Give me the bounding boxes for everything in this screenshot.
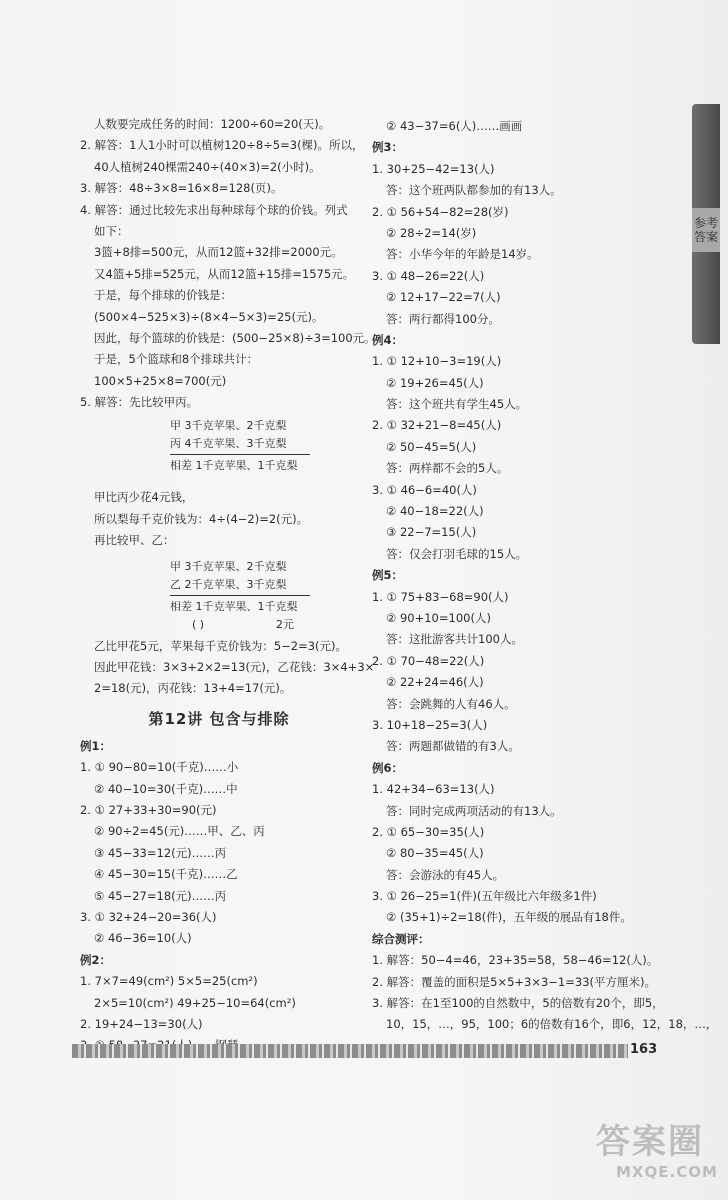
text-line: 答：会跳舞的人有46人。 xyxy=(386,696,516,711)
text-line: 3. ① 46−6=40(人) xyxy=(372,482,477,497)
text-line: 答：会游泳的有45人。 xyxy=(386,867,505,882)
text-line: 于是，每个排球的价钱是： xyxy=(94,288,232,303)
example-heading: 例3： xyxy=(372,140,404,155)
text-line: ② 90÷2=45(元)……甲、乙、丙 xyxy=(94,824,265,839)
text-line: 答：小华今年的年龄是14岁。 xyxy=(386,247,539,262)
text-line: 1. ① 75+83−68=90(人) xyxy=(372,589,509,604)
footer-chevron-bar xyxy=(72,1044,628,1058)
comparison-divider xyxy=(170,454,310,455)
section-title: 第12讲 包含与排除 xyxy=(148,709,290,728)
text-line: ② 22+24=46(人) xyxy=(386,675,484,690)
text-line: 2. 解答：覆盖的面积是5×5+3×3−1=33(平方厘米)。 xyxy=(372,974,656,989)
text-line: 1. 42+34−63=13(人) xyxy=(372,782,495,797)
comparison-row: 相差 1千克苹果、1千克梨 xyxy=(170,599,298,613)
text-line: 因此，每个篮球的价钱是：(500−25×8)÷3=100元。 xyxy=(94,330,376,345)
text-line: 3. 解答：在1至100的自然数中，5的倍数有20个，即5， xyxy=(372,996,664,1011)
text-line: 2. ① 56+54−82=28(岁) xyxy=(372,204,509,219)
text-line: ② 19+26=45(人) xyxy=(386,375,484,390)
text-line: ② 50−45=5(人) xyxy=(386,439,477,454)
text-line: 2. ① 70−48=22(人) xyxy=(372,653,485,668)
text-line: 40人植树240棵需240÷(40×3)=2(小时)。 xyxy=(94,159,321,174)
text-line: 2×5=10(cm²) 49+25−10=64(cm²) xyxy=(94,995,296,1010)
example-heading: 例2： xyxy=(80,952,112,967)
text-line: 3. 解答：48÷3×8=16×8=128(页)。 xyxy=(80,181,283,196)
page-number: 163 xyxy=(630,1042,658,1057)
text-line: ④ 45−30=15(千克)……乙 xyxy=(94,867,238,882)
watermark-text: 答案圈 xyxy=(596,1122,704,1162)
text-line: ② 46−36=10(人) xyxy=(94,931,192,946)
blank-placeholder: ( ) xyxy=(192,617,205,631)
side-tab xyxy=(692,104,720,344)
comparison-row: 甲 3千克苹果、2千克梨 xyxy=(170,559,287,573)
text-line: 5. 解答：先比较甲丙。 xyxy=(80,395,199,410)
comparison-row: 乙 2千克苹果、3千克梨 xyxy=(170,577,287,591)
text-line: 答：两题都做错的有3人。 xyxy=(386,739,520,754)
side-tab-label: 参考答案 xyxy=(692,208,720,252)
text-line: 3. ① 32+24−20=36(人) xyxy=(80,909,217,924)
text-line: 3. ① 48−26=22(人) xyxy=(372,268,485,283)
text-line: 于是，5个篮球和8个排球共计： xyxy=(94,352,259,367)
comparison-value: 2元 xyxy=(276,617,294,631)
text-line: ② 43−37=6(人)……画画 xyxy=(386,119,523,133)
comparison-divider xyxy=(170,595,310,596)
text-line: 答：这批游客共计100人。 xyxy=(386,632,523,647)
text-line: 3. 10+18−25=3(人) xyxy=(372,717,488,732)
text-line: 3篮+8排=500元，从而12篮+32排=2000元。 xyxy=(94,245,343,260)
text-line: 乙比甲花5元，苹果每千克价钱为：5−2=3(元)。 xyxy=(94,638,348,653)
text-line: 再比较甲、乙： xyxy=(94,533,175,548)
comparison-table-2 xyxy=(80,554,358,631)
watermark-url: MXQE.COM xyxy=(616,1163,718,1181)
text-line: 所以梨每千克价钱为：4÷(4−2)=2(元)。 xyxy=(94,511,309,526)
example-heading: 例6： xyxy=(372,760,404,775)
text-line: 2=18(元)，丙花钱：13+4=17(元)。 xyxy=(94,681,292,696)
text-line: 100×5+25×8=700(元) xyxy=(94,373,227,388)
text-line: 人数要完成任务的时间：1200÷60=20(天)。 xyxy=(94,117,331,131)
example-heading: 例5： xyxy=(372,568,404,583)
text-line: 答：两样都不会的5人。 xyxy=(386,461,509,476)
text-line: ② (35+1)÷2=18(件)，五年级的展品有18件。 xyxy=(386,910,632,925)
faint-header-decoration xyxy=(300,56,480,92)
text-line: (500×4−525×3)÷(8×4−5×3)=25(元)。 xyxy=(94,309,324,324)
text-line: ③ 22−7=15(人) xyxy=(386,525,477,540)
text-line: 答：仅会打羽毛球的15人。 xyxy=(386,546,528,561)
text-line: 3. ① 26−25=1(件)(五年级比六年级多1件) xyxy=(372,889,597,904)
text-line: 答：两行都得100分。 xyxy=(386,311,500,326)
text-line: ② 40−18=22(人) xyxy=(386,504,484,519)
text-line: 2. ① 65−30=35(人) xyxy=(372,824,485,839)
text-line: 2. ① 27+33+30=90(元) xyxy=(80,802,217,817)
text-line: 2. 19+24−13=30(人) xyxy=(80,1016,203,1031)
text-line: ② 28÷2=14(岁) xyxy=(386,225,477,240)
comparison-row: 相差 1千克苹果、1千克梨 xyxy=(170,459,298,473)
text-line: ⑤ 45−27=18(元)……丙 xyxy=(94,888,227,903)
text-line: 又4篮+5排=525元，从而12篮+15排=1575元。 xyxy=(94,266,355,281)
text-line: 答：这个班共有学生45人。 xyxy=(386,397,528,412)
text-line: 1. 解答：50−4=46，23+35=58，58−46=12(人)。 xyxy=(372,953,659,968)
example-heading: 例4： xyxy=(372,332,404,347)
text-line: 1. ① 12+10−3=19(人) xyxy=(372,354,502,369)
text-line: 10，15，…，95，100；6的倍数有16个，即6，12，18，…， xyxy=(386,1017,718,1032)
watermark-logo xyxy=(596,1122,720,1192)
text-line: 1. 30+25−42=13(人) xyxy=(372,161,495,176)
text-line: 因此甲花钱：3×3+2×2=13(元)，乙花钱：3×4+3× xyxy=(94,660,375,675)
text-line: 答：同时完成两项活动的有13人。 xyxy=(386,803,562,818)
text-line: ② 90+10=100(人) xyxy=(386,610,491,625)
text-line: ② 40−10=30(千克)……中 xyxy=(94,781,238,796)
text-line: 1. ① 90−80=10(千克)……小 xyxy=(80,760,239,775)
comparison-row: 丙 4千克苹果、3千克梨 xyxy=(170,437,287,451)
text-line: 2. 解答：1人1小时可以植树120÷8÷5=3(棵)。所以， xyxy=(80,138,364,153)
text-line: ② 12+17−22=7(人) xyxy=(386,290,501,305)
example-heading: 例1： xyxy=(80,738,112,753)
section-heading: 综合测评： xyxy=(372,931,430,946)
text-line: 1. 7×7=49(cm²) 5×5=25(cm²) xyxy=(80,974,258,989)
text-line: ③ 45−33=12(元)……丙 xyxy=(94,845,227,860)
text-line: 答：这个班两队都参加的有13人。 xyxy=(386,183,562,198)
text-line: 如下： xyxy=(94,223,129,238)
text-line: 2. ① 32+21−8=45(人) xyxy=(372,418,502,433)
comparison-table-1 xyxy=(80,415,358,479)
comparison-row: 甲 3千克苹果、2千克梨 xyxy=(170,419,287,433)
text-line: 甲比丙少花4元钱， xyxy=(94,490,194,505)
text-line: ② 80−35=45(人) xyxy=(386,846,484,861)
left-column xyxy=(80,114,376,1057)
text-line: 4. 解答：通过比较先求出每种球每个球的价钱。列式 xyxy=(80,202,348,217)
